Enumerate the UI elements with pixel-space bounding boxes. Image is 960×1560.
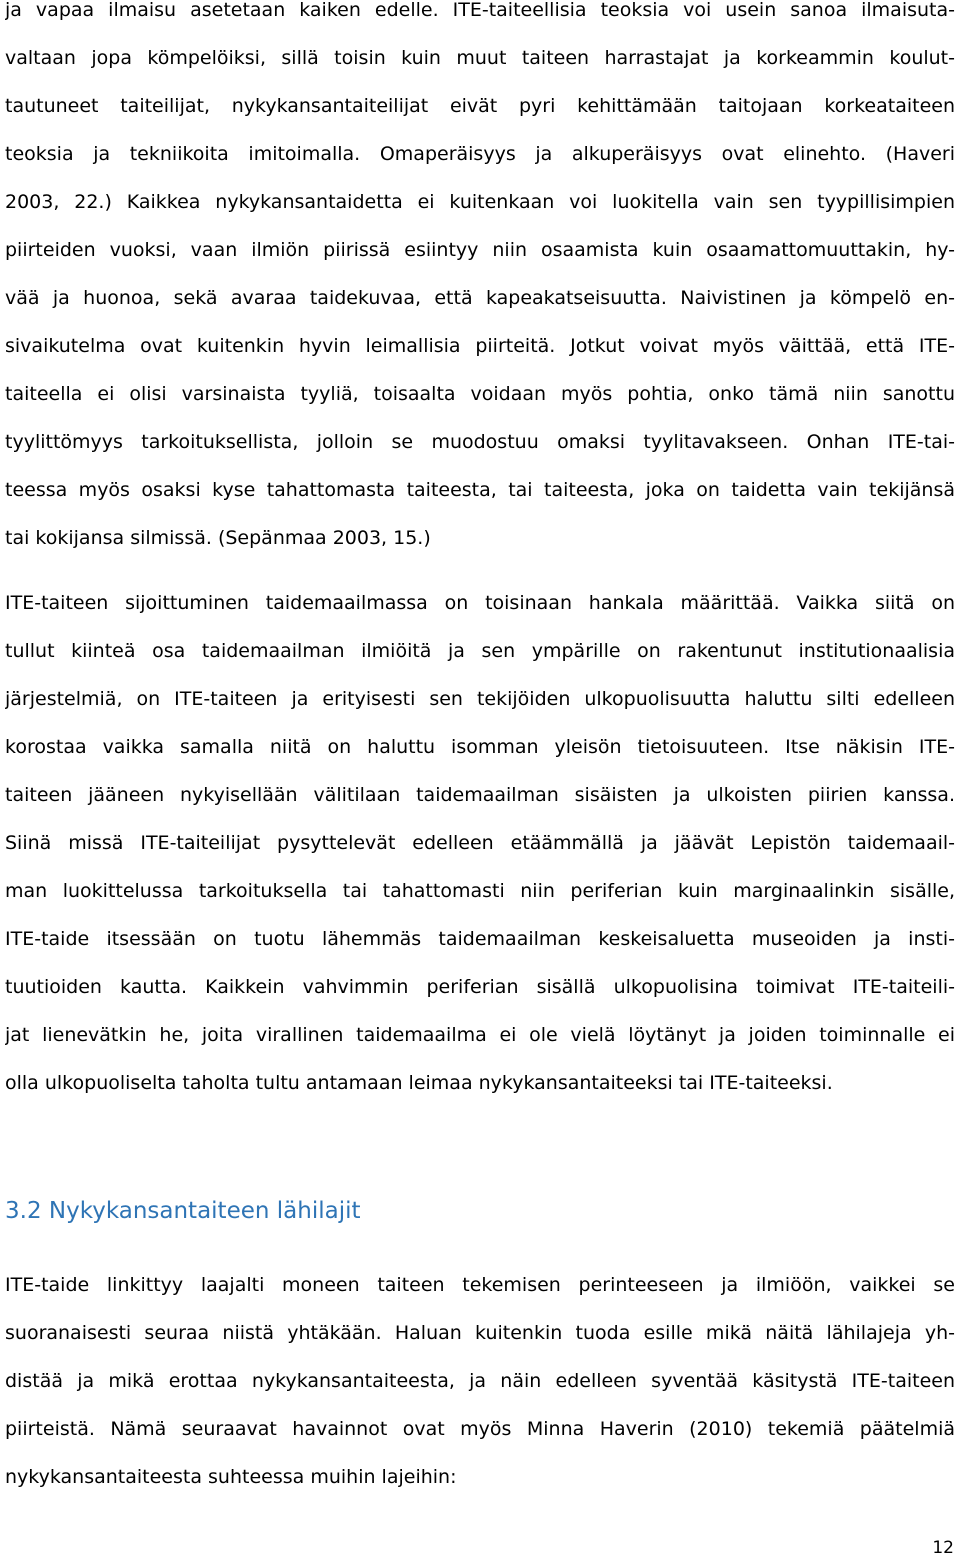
paragraph-line: ITE-taiteen sijoittuminen taidemaailmassa on toisinaan hankala määrittää. Vaikka siitä on: [5, 592, 955, 614]
paragraph-line: tullut kiinteä osa taidemaailman ilmiöitä ja sen ympärille on rakentunut institutionaalisia: [5, 640, 955, 662]
paragraph-line: tautuneet taiteilijat, nykykansantaiteilijat eivät pyri kehittämään taitojaan korkeataiteen: [5, 95, 955, 117]
section-heading: 3.2 Nykykansantaiteen lähilajit: [5, 1198, 361, 1224]
paragraph-line: olla ulkopuoliselta taholta tultu antamaan leimaa nykykansantaiteeksi tai ITE-taiteeksi.: [5, 1072, 833, 1094]
paragraph-line: ITE-taide linkittyy laajalti moneen taiteen tekemisen perinteeseen ja ilmiöön, vaikkei se: [5, 1274, 955, 1296]
paragraph-line: suoranaisesti seuraa niistä yhtäkään. Haluan kuitenkin tuoda esille mikä näitä lähilajeja yh-: [5, 1322, 955, 1344]
paragraph-line: teoksia ja tekniikoita imitoimalla. Omaperäisyys ja alkuperäisyys ovat elinehto. (Haveri: [5, 143, 955, 165]
paragraph-line: tai kokijansa silmissä. (Sepänmaa 2003, 15.): [5, 527, 431, 549]
paragraph-line: taiteella ei olisi varsinaista tyyliä, toisaalta voidaan myös pohtia, onko tämä niin sanottu: [5, 383, 955, 405]
paragraph-line: ITE-taide itsessään on tuotu lähemmäs taidemaailman keskeisaluetta museoiden ja insti-: [5, 928, 955, 950]
paragraph-line: jat lienevätkin he, joita virallinen taidemaailma ei ole vielä löytänyt ja joiden toiminnalle ei: [5, 1024, 955, 1046]
page-number: 12: [932, 1538, 954, 1558]
paragraph-line: piirteistä. Nämä seuraavat havainnot ovat myös Minna Haverin (2010) tekemiä päätelmiä: [5, 1418, 955, 1440]
paragraph-line: järjestelmiä, on ITE-taiteen ja erityisesti sen tekijöiden ulkopuolisuutta haluttu silti edelleen: [5, 688, 955, 710]
paragraph-line: ja vapaa ilmaisu asetetaan kaiken edelle. ITE-taiteellisia teoksia voi usein sanoa ilmaisuta-: [5, 0, 955, 21]
paragraph-line: nykykansantaiteesta suhteessa muihin lajeihin:: [5, 1466, 457, 1488]
paragraph-line: valtaan jopa kömpelöiksi, sillä toisin kuin muut taiteen harrastajat ja korkeammin koulut-: [5, 47, 955, 69]
paragraph-line: korostaa vaikka samalla niitä on haluttu isomman yleisön tietoisuuteen. Itse näkisin ITE-: [5, 736, 955, 758]
paragraph-line: taiteen jääneen nykyisellään välitilaan taidemaailman sisäisten ja ulkoisten piirien kanssa.: [5, 784, 955, 806]
paragraph-line: 2003, 22.) Kaikkea nykykansantaidetta ei kuitenkaan voi luokitella vain sen tyypillisimpien: [5, 191, 955, 213]
paragraph-line: piirteiden vuoksi, vaan ilmiön piirissä esiintyy niin osaamista kuin osaamattomuuttakin, hy-: [5, 239, 955, 261]
paragraph-line: tyylittömyys tarkoituksellista, jolloin se muodostuu omaksi tyylitavakseen. Onhan ITE-tai-: [5, 431, 955, 453]
paragraph-line: vää ja huonoa, sekä avaraa taidekuvaa, että kapeakatseisuutta. Naivistinen ja kömpelö en-: [5, 287, 955, 309]
paragraph-line: Siinä missä ITE-taiteilijat pysyttelevät edelleen etäämmällä ja jäävät Lepistön taidemaail-: [5, 832, 955, 854]
paragraph-line: tuutioiden kautta. Kaikkein vahvimmin periferian sisällä ulkopuolisina toimivat ITE-taiteili-: [5, 976, 955, 998]
paragraph-line: distää ja mikä erottaa nykykansantaiteesta, ja näin edelleen syventää käsitystä ITE-taiteen: [5, 1370, 955, 1392]
paragraph-line: man luokittelussa tarkoituksella tai tahattomasti niin periferian kuin marginaalinkin sisälle,: [5, 880, 955, 902]
paragraph-line: teessa myös osaksi kyse tahattomasta taiteesta, tai taiteesta, joka on taidetta vain tekijänsä: [5, 479, 955, 501]
paragraph-line: sivaikutelma ovat kuitenkin hyvin leimallisia piirteitä. Jotkut voivat myös väittää, että ITE-: [5, 335, 955, 357]
